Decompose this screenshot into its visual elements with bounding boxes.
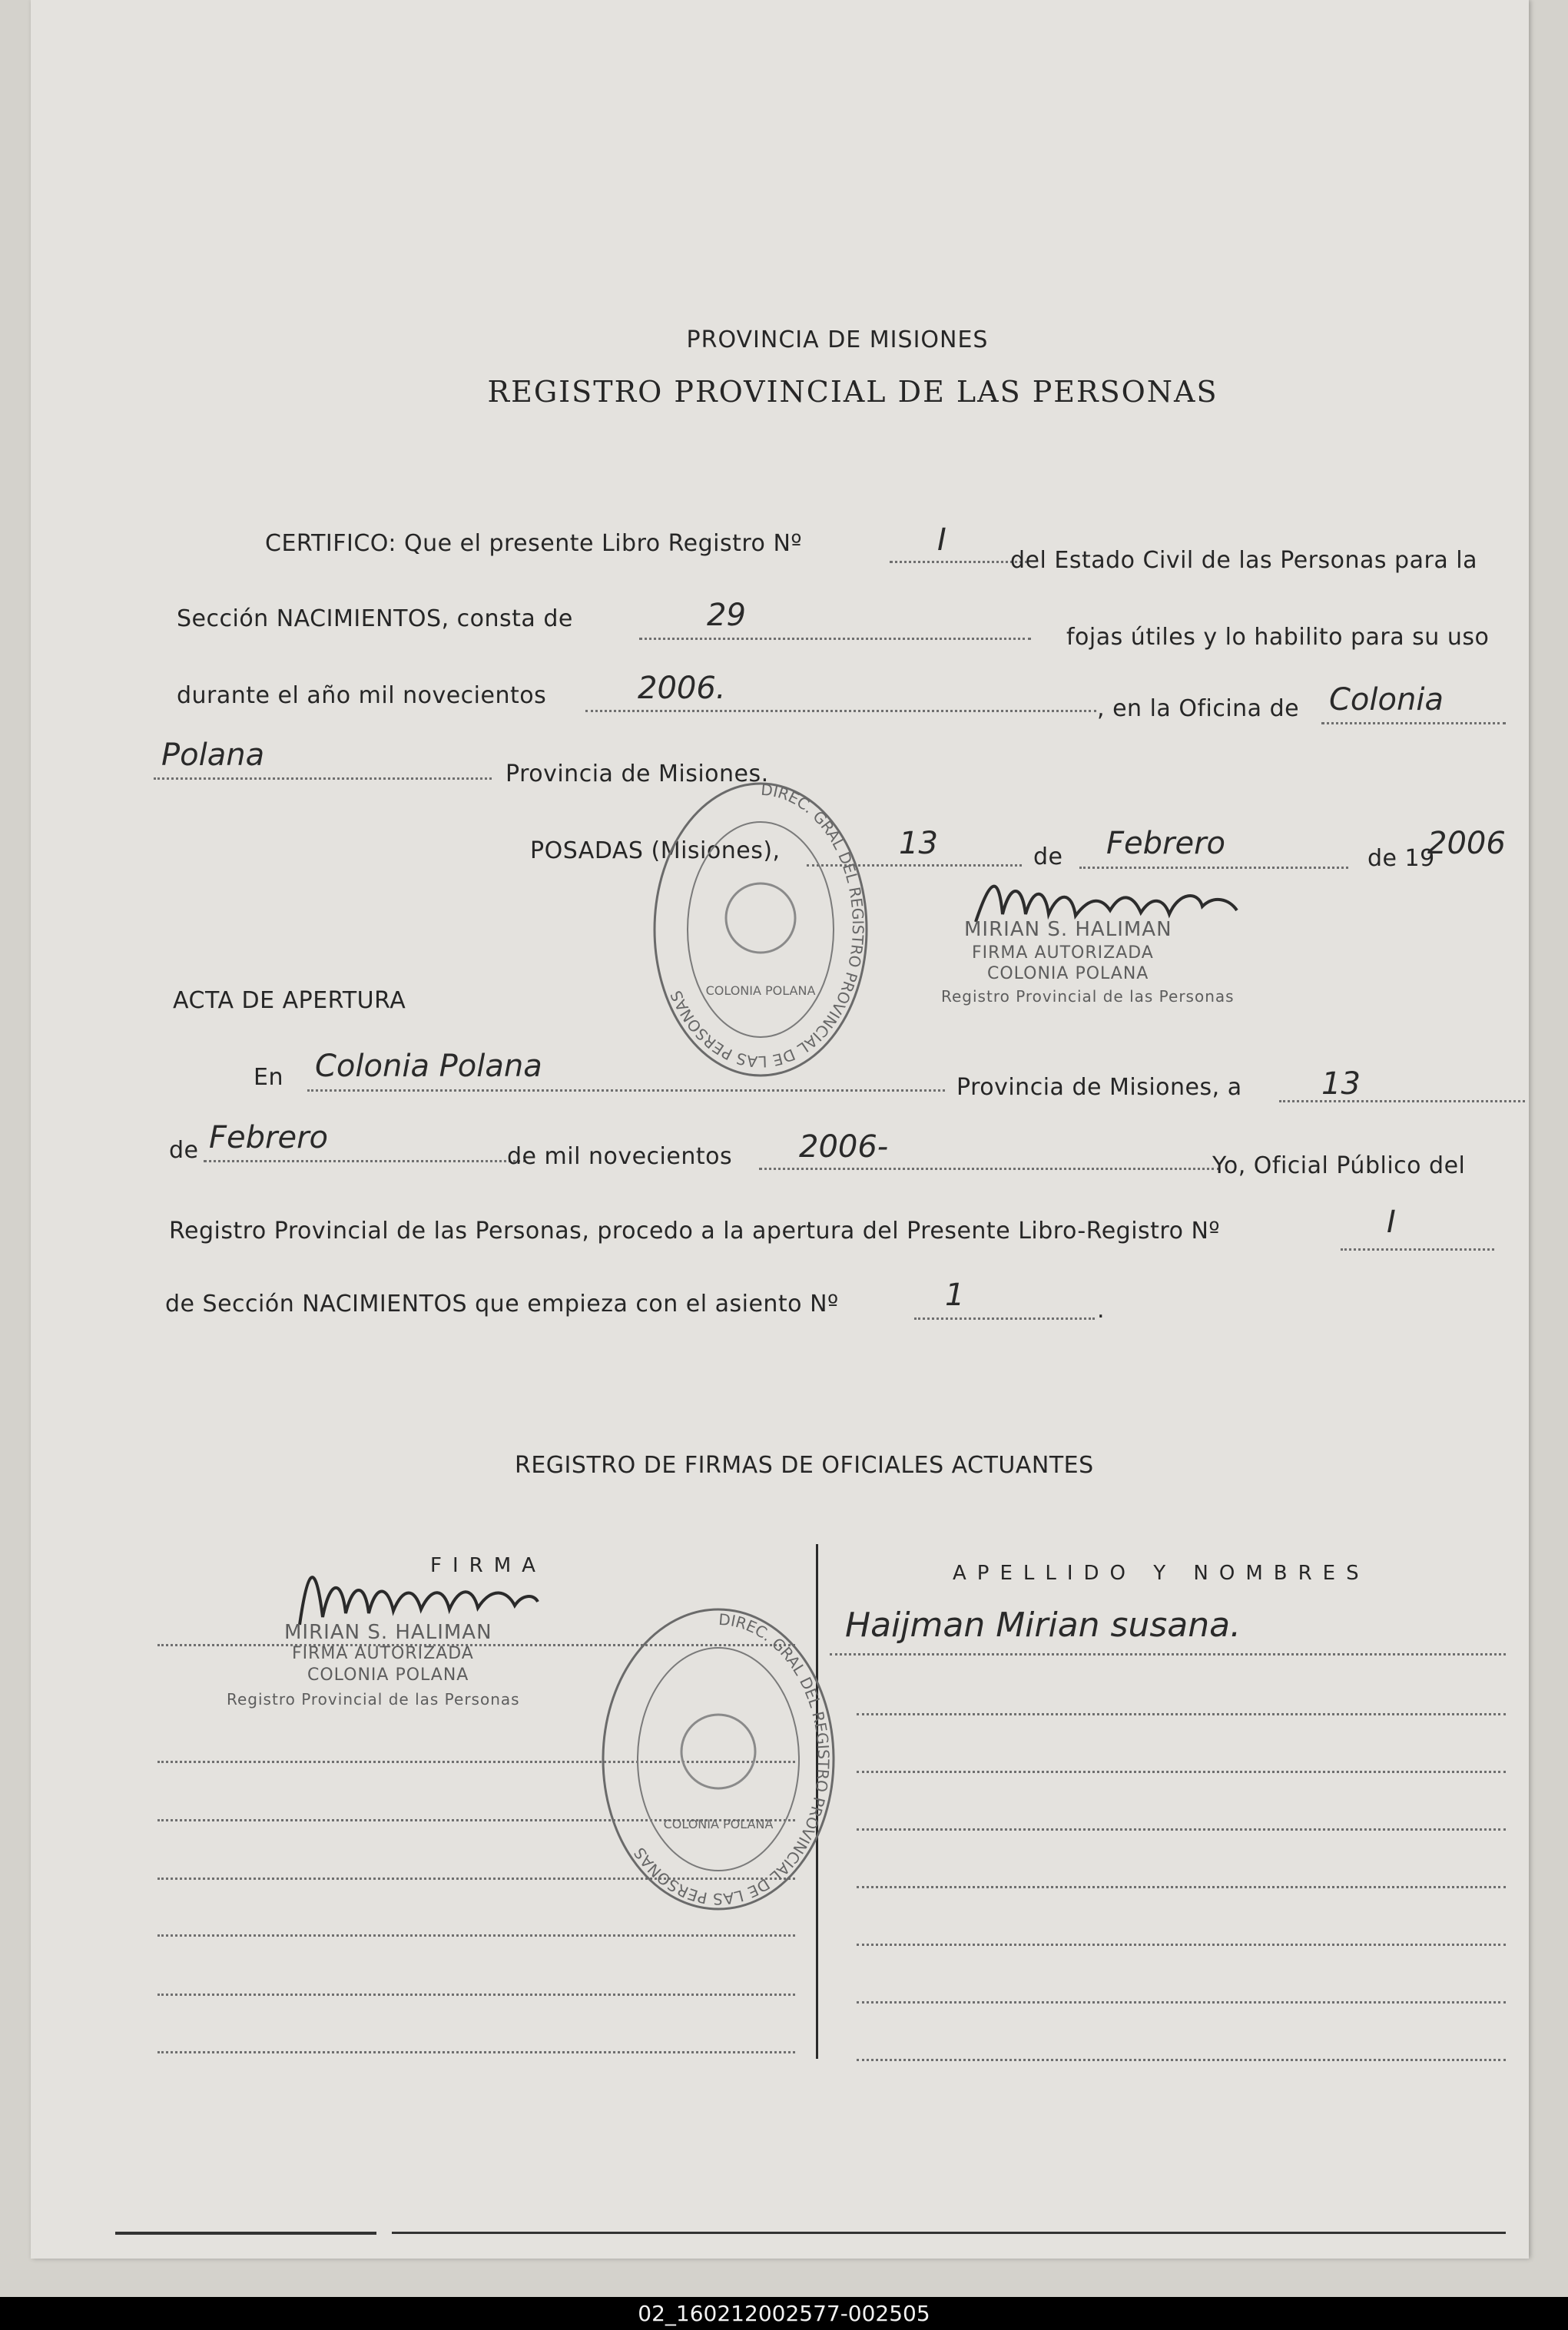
acta-month-line [204, 1160, 526, 1162]
bottom-rule-right [392, 2232, 1506, 2234]
cert-year: 2006. [638, 671, 726, 706]
name-line-3 [857, 1771, 1506, 1773]
seal-center-bottom: COLONIA POLANA [663, 1817, 774, 1831]
svg-text:DIREC. GRAL DEL REGISTRO PROVI: DIREC. GRAL DEL REGISTRO PROVINCIAL DE LAS PERSONAS [666, 780, 868, 1072]
acta-entry-number: 1 [945, 1278, 965, 1313]
name-line-1 [830, 1653, 1506, 1656]
province-heading: PROVINCIA DE MISIONES [686, 326, 989, 353]
cert-pages-line [639, 638, 1031, 640]
acta-de: de [169, 1137, 199, 1164]
cert-line2-end: fojas útiles y lo habilito para su uso [1066, 624, 1490, 651]
stamp-office-top: COLONIA POLANA [987, 964, 1149, 983]
name-line-7 [857, 2001, 1506, 2004]
name-line-2 [857, 1713, 1506, 1715]
cert-office-b-line [154, 777, 492, 780]
cert-office-a: Colonia [1329, 682, 1444, 718]
oval-seal-top [645, 772, 876, 1087]
cert-day: 13 [899, 826, 938, 861]
registry-heading: REGISTRO PROVINCIAL DE LAS PERSONAS [487, 375, 1218, 409]
acta-place: Colonia Polana [315, 1049, 542, 1084]
stamp-office-bottom: COLONIA POLANA [307, 1665, 469, 1685]
stamp-role-bottom: FIRMA AUTORIZADA [292, 1644, 474, 1663]
acta-day-line [1279, 1100, 1525, 1102]
cert-line4-end: Provincia de Misiones. [506, 761, 769, 787]
oval-seal-bottom [592, 1598, 845, 1921]
acta-book-number: I [1387, 1205, 1396, 1240]
bottom-rule-left [115, 2232, 376, 2235]
acta-mil-text: de mil novecientos [507, 1143, 733, 1170]
firma-line-6 [157, 1994, 795, 1996]
document-sheet [31, 0, 1529, 2259]
cert-city: POSADAS (Misiones), [530, 837, 781, 864]
signatures-title: REGISTRO DE FIRMAS DE OFICIALES ACTUANTES [515, 1452, 1094, 1479]
acta-entry-line [914, 1317, 1095, 1320]
svg-text:DIREC. GRAL DEL REGISTRO PROVI: DIREC. GRAL DEL REGISTRO PROVINCIAL DE LAS PERSONAS [630, 1609, 834, 1909]
name-line-5 [857, 1886, 1506, 1888]
acta-book-line [1341, 1248, 1494, 1251]
image-id-footer: 02_160212002577-002505 [0, 2297, 1568, 2330]
name-line-6 [857, 1944, 1506, 1946]
cert-line3-start: durante el año mil novecientos [177, 682, 547, 709]
col-firma-header: FIRMA [430, 1554, 546, 1577]
firma-line-7 [157, 2051, 795, 2053]
cert-line3-end: , en la Oficina de [1097, 695, 1300, 722]
acta-line3: Registro Provincial de las Personas, procedo a la apertura del Presente Libro-Registro Nº [169, 1218, 1221, 1245]
acta-line4-end: . [1097, 1297, 1106, 1324]
stamp-registry-top: Registro Provincial de las Personas [941, 987, 1235, 1006]
acta-day: 13 [1321, 1066, 1361, 1102]
stamp-name-top: MIRIAN S. HALIMAN [964, 918, 1172, 941]
cert-line1-start: CERTIFICO: Que el presente Libro Registro Nº [265, 530, 803, 557]
firma-line-5 [157, 1934, 795, 1937]
cert-line1-end: del Estado Civil de las Personas para la [1010, 547, 1477, 574]
acta-year: 2006- [799, 1129, 889, 1165]
col-names-header: APELLIDO Y NOMBRES [953, 1562, 1370, 1585]
acta-place-line [307, 1089, 945, 1092]
cert-book-number: I [937, 522, 946, 558]
cert-de2: de 19 [1367, 845, 1435, 872]
cert-de1: de [1033, 844, 1063, 870]
acta-province: Provincia de Misiones, a [956, 1074, 1242, 1101]
cert-book-line [890, 561, 1028, 563]
stamp-role-top: FIRMA AUTORIZADA [972, 943, 1154, 963]
acta-month: Febrero [209, 1120, 328, 1155]
name-entry: Haijman Mirian susana. [845, 1606, 1241, 1645]
seal-center-top: COLONIA POLANA [705, 983, 816, 998]
stamp-name-bottom: MIRIAN S. HALIMAN [284, 1621, 492, 1644]
acta-title: ACTA DE APERTURA [173, 987, 406, 1014]
cert-office-b: Polana [161, 737, 265, 773]
cert-date-year: 2006 [1427, 826, 1506, 861]
cert-year-line [585, 710, 1096, 712]
name-line-4 [857, 1828, 1506, 1831]
acta-en: En [254, 1064, 283, 1091]
cert-pages: 29 [707, 598, 746, 633]
acta-yo: Yo, Oficial Público del [1212, 1152, 1466, 1179]
name-line-8 [857, 2059, 1506, 2061]
cert-office-line [1321, 722, 1506, 724]
acta-year-line [759, 1168, 1220, 1170]
acta-line4: de Sección NACIMIENTOS que empieza con el asiento Nº [165, 1291, 839, 1317]
cert-month: Febrero [1106, 826, 1225, 861]
stamp-registry-bottom: Registro Provincial de las Personas [227, 1690, 520, 1709]
cert-line2-start: Sección NACIMIENTOS, consta de [177, 605, 573, 632]
